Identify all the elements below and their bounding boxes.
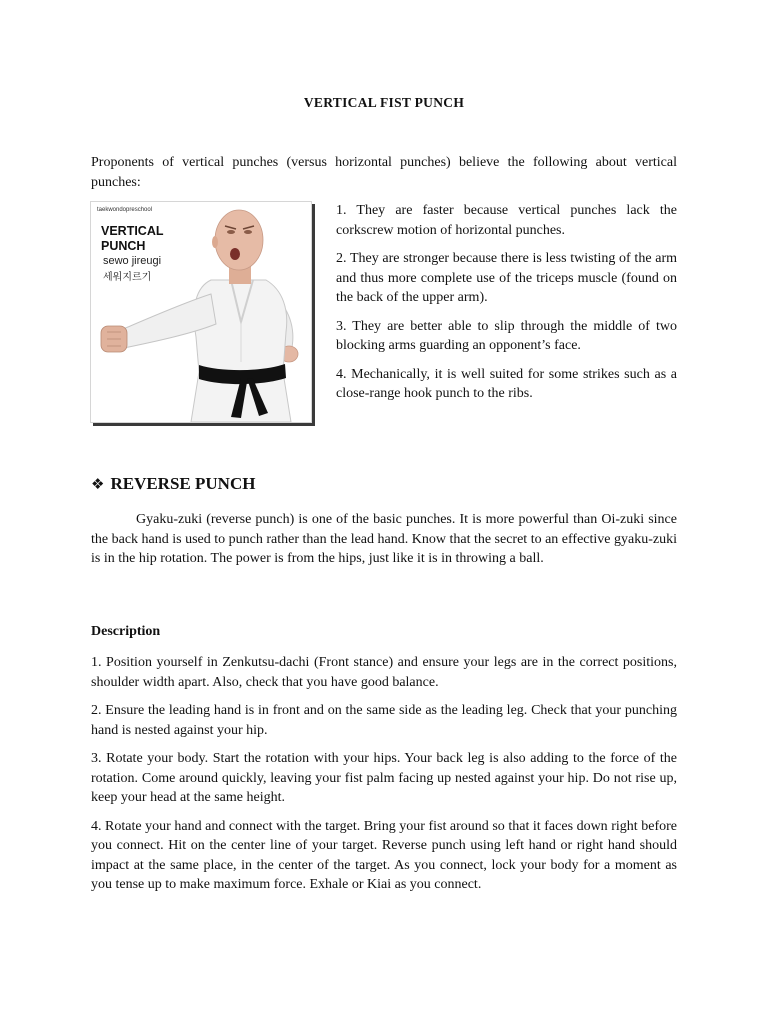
reverse-punch-heading-text: REVERSE PUNCH [110, 474, 256, 493]
list-item: 2. Ensure the leading hand is in front and on the same side as the leading leg. Check that your punching hand is nested against your hip. [91, 703, 677, 738]
reverse-punch-heading [91, 474, 255, 494]
description-heading: Description [91, 624, 161, 639]
vertical-punch-illustration [90, 201, 312, 423]
description-steps [91, 653, 677, 904]
list-item: 4. Rotate your hand and connect with the target. Bring your fist around so that it faces down right before you connect. Hit on the center line of your target. Reverse punch using left hand or right hand should impact at the same place, in the center of the target. As you connect, lock your body for a moment as you tense up to make maximum force. Exhale or Kiai as you connect. [91, 818, 677, 892]
diamond-bullet-icon: ❖ [91, 475, 105, 493]
reverse-punch-paragraph: Gyaku-zuki (reverse punch) is one of the basic punches. It is more powerful than Oi-zuki since the back hand is used to punch rather than the lead hand. Know that the secret to an effective gyaku-zuki is in the hip rotation. The power is from the hips, just like it is in throwing a ball. [91, 512, 677, 566]
figure-title-line2: PUNCH [101, 239, 146, 253]
figure-watermark: taekwondopreschool [97, 207, 153, 213]
figure-subtitle: sewo jireugi [103, 255, 162, 267]
list-item: 3. They are better able to slip through the middle of two blocking arms guarding an opponent’s face. [336, 318, 677, 353]
list-item: 2. They are stronger because there is less twisting of the arm and thus more complete use of the triceps muscle (found on the back of the upper arm). [336, 251, 677, 305]
list-item: 1. Position yourself in Zenkutsu-dachi (Front stance) and ensure your legs are in the correct positions, shoulder width apart. Also, check that you have good balance. [91, 655, 677, 690]
list-item: 4. Mechanically, it is well suited for some strikes such as a close-range hook punch to the ribs. [336, 366, 677, 401]
figure-korean-text: 세워지르기 [103, 272, 152, 283]
intro-paragraph: Proponents of vertical punches (versus horizontal punches) believe the following about vertical punches: [91, 155, 677, 190]
vertical-punch-points [336, 201, 677, 413]
list-item: 3. Rotate your body. Start the rotation with your hips. Your back leg is also adding to the force of the rotation. Come around quickly, leaving your fist palm facing up nested against your hip. Do not rise up, keep your head at the same height. [91, 751, 677, 805]
figure-title [101, 224, 181, 254]
figure-title-line1: VERTICAL [101, 224, 164, 238]
page-title: VERTICAL FIST PUNCH [303, 95, 465, 110]
list-item: 1. They are faster because vertical punches lack the corkscrew motion of horizontal punches. [336, 203, 677, 238]
